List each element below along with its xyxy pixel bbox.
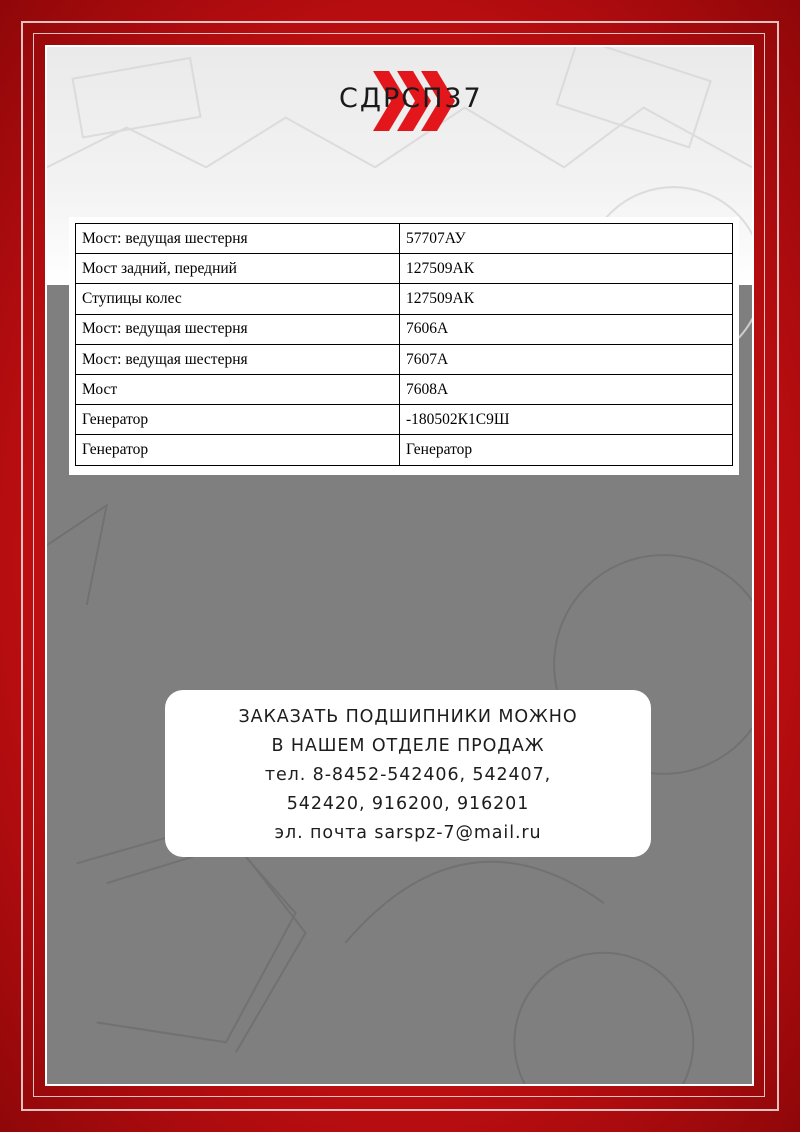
table-row [76, 224, 733, 254]
phone-line: тел. 8-8452-542406, 542407, [264, 765, 552, 785]
table-row [76, 254, 733, 284]
order-info-box [165, 690, 651, 857]
table-row [76, 405, 733, 435]
part-name-cell: Ступицы колес [76, 284, 400, 314]
logo-text: СДРСП37 [339, 83, 483, 114]
parts-table-card [69, 217, 739, 475]
table-row [76, 435, 733, 465]
part-code-cell: 7607А [400, 344, 733, 374]
table-row [76, 344, 733, 374]
order-heading-line: ЗАКАЗАТЬ ПОДШИПНИКИ МОЖНО [238, 707, 578, 727]
part-name-cell: Мост: ведущая шестерня [76, 314, 400, 344]
part-code-cell: 7606А [400, 314, 733, 344]
part-name-cell: Мост: ведущая шестерня [76, 224, 400, 254]
order-subheading-line: В НАШЕМ ОТДЕЛЕ ПРОДАЖ [271, 736, 545, 756]
part-name-cell: Мост задний, передний [76, 254, 400, 284]
part-name-cell: Генератор [76, 435, 400, 465]
content-panel [45, 45, 754, 1086]
part-code-cell: 127509АК [400, 284, 733, 314]
part-name-cell: Генератор [76, 405, 400, 435]
part-name-cell: Мост: ведущая шестерня [76, 344, 400, 374]
email-line: эл. почта sarspz-7@mail.ru [274, 823, 542, 843]
table-row [76, 284, 733, 314]
table-row [76, 374, 733, 404]
table-row [76, 314, 733, 344]
part-code-cell: Генератор [400, 435, 733, 465]
part-code-cell: 127509АК [400, 254, 733, 284]
gear-pattern-decoration [47, 47, 752, 1084]
phone-line-continued: 542420, 916200, 916201 [286, 794, 530, 814]
parts-table [75, 223, 733, 466]
part-code-cell: 7608А [400, 374, 733, 404]
part-code-cell: 57707АУ [400, 224, 733, 254]
part-name-cell: Мост [76, 374, 400, 404]
part-code-cell: -180502К1С9Ш [400, 405, 733, 435]
